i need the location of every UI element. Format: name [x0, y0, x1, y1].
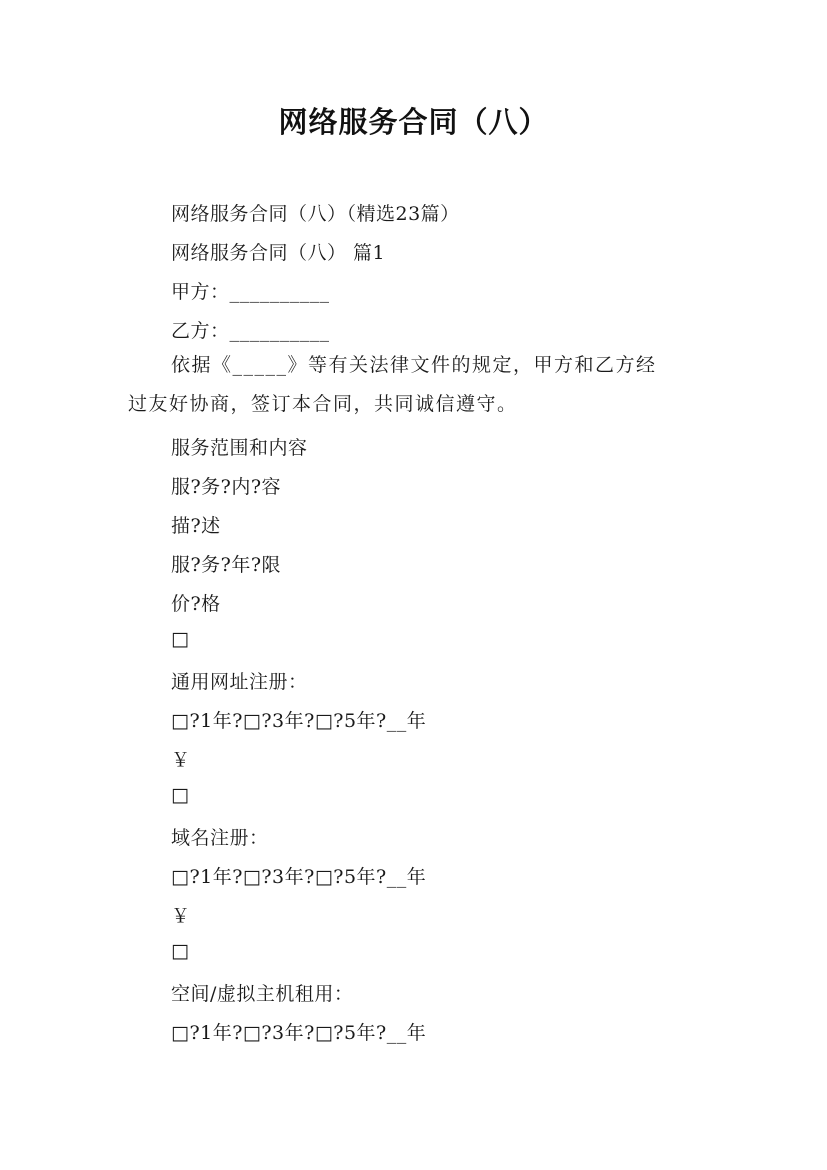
checkbox-hosting-rental: □	[171, 940, 190, 962]
checkbox-domain-registration: □	[171, 784, 190, 806]
subtitle-line: 网络服务合同（八）（精选23篇）	[171, 203, 460, 225]
preamble-paragraph	[128, 346, 708, 424]
url-registration-label: 通用网址注册：	[171, 671, 308, 693]
domain-registration-label: 域名注册：	[171, 827, 269, 849]
url-registration-price: ￥	[171, 749, 191, 771]
table-header-service: 服?务?内?容	[171, 476, 282, 498]
table-header-term: 服?务?年?限	[171, 554, 282, 576]
table-header-description: 描?述	[171, 515, 221, 537]
hosting-rental-label: 空间/虚拟主机租用：	[171, 983, 354, 1005]
checkbox-url-registration: □	[171, 628, 190, 650]
section-heading: 网络服务合同（八） 篇1	[171, 242, 386, 264]
party-b-line: 乙方：__________	[171, 320, 330, 342]
preamble-line-1: 依据《_____》等有关法律文件的规定，甲方和乙方经	[171, 354, 657, 376]
preamble-line-2: 过友好协商，签订本合同，共同诚信遵守。	[128, 393, 518, 415]
url-registration-term-options: □?1年?□?3年?□?5年?__年	[171, 710, 427, 732]
hosting-rental-term-options: □?1年?□?3年?□?5年?__年	[171, 1022, 427, 1044]
service-scope-heading: 服务范围和内容	[171, 437, 308, 459]
domain-registration-price: ￥	[171, 905, 191, 927]
table-header-price: 价?格	[171, 593, 221, 615]
party-a-line: 甲方：__________	[171, 281, 330, 303]
domain-registration-term-options: □?1年?□?3年?□?5年?__年	[171, 866, 427, 888]
document-title: 网络服务合同（八）	[278, 105, 549, 139]
